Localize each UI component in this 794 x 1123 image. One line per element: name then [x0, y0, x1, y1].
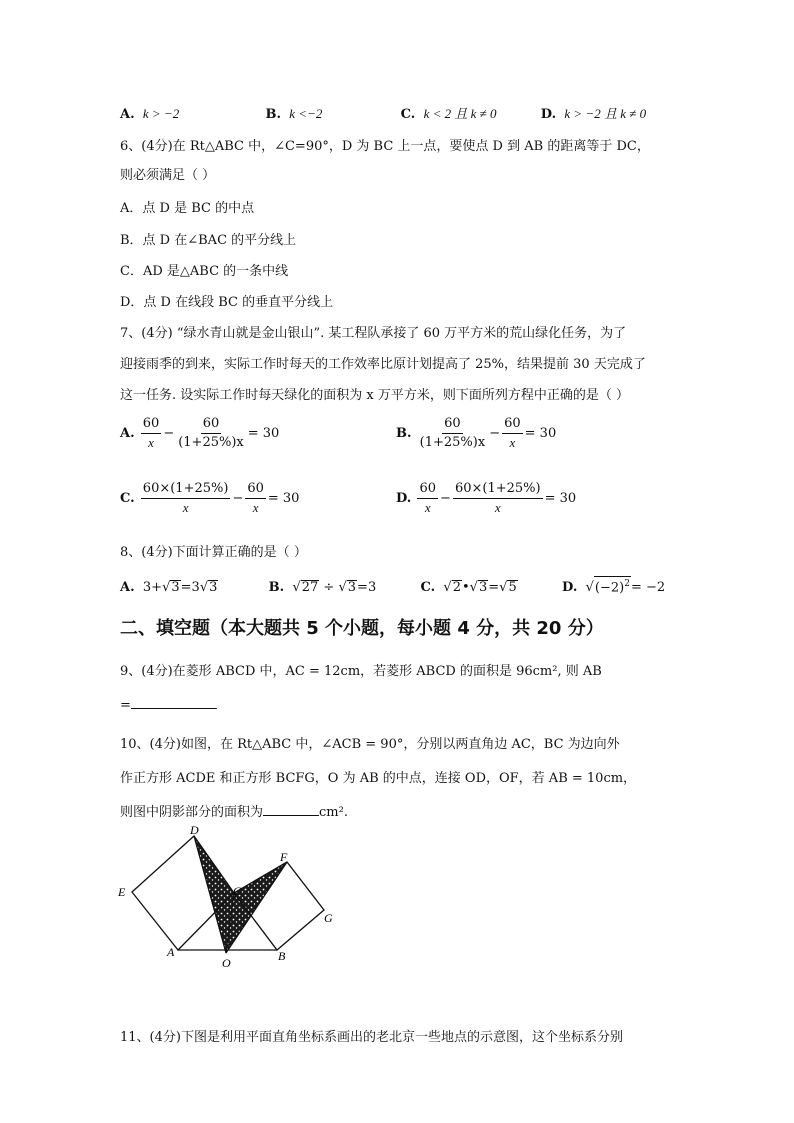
q7-option-b: B. $\frac{60}{(1+25\%)x}$ − $\frac{60}{x}$ = 30: [396, 416, 557, 450]
q9-answer-blank[interactable]: [131, 696, 217, 709]
q6-option-a: A．点 D 是 BC 的中点: [120, 201, 255, 216]
section-2-title: 二、填空题（本大题共 5 个小题，每小题 4 分，共 20 分）: [120, 618, 604, 639]
label-f: F: [280, 850, 288, 864]
q8-option-c: C. √2•√3=√5: [420, 580, 517, 596]
label-d: D: [190, 823, 199, 837]
q5-option-d: D. k > −2 且 k ≠ 0: [540, 106, 647, 122]
label-a: A: [167, 945, 175, 959]
q10-answer-blank[interactable]: [263, 803, 319, 816]
label-e: E: [118, 885, 126, 899]
label-g: G: [324, 911, 333, 925]
q7-option-d: D. $\frac{60}{x}$ − $\frac{60\times(1+25\%)}{x}$ = 30: [396, 481, 577, 515]
label-o: O: [222, 956, 231, 970]
q5-option-b: B. k <−2: [265, 106, 323, 122]
q7-option-c: C. $\frac{60\times(1+25\%)}{x}$ − $\frac{60}{x}$ = 30: [120, 481, 300, 515]
q7-stem-line2: 迎接雨季的到来，实际工作时每天的工作效率比原计划提高了 25%，结果提前 30 天完成了: [120, 357, 646, 372]
q8-options: [120, 576, 665, 595]
q11-stem-line1: 11、(4分)下图是利用平面直角坐标系画出的老北京一些地点的示意图，这个坐标系分别: [120, 1030, 623, 1045]
q7-stem-line3: 这一任务. 设实际工作时每天绿化的面积为 x 万平方米，则下面所列方程中正确的是（ ）: [120, 388, 629, 403]
q6-option-b: B．点 D 在∠BAC 的平分线上: [120, 233, 297, 248]
q8-stem: 8、(4分)下面计算正确的是（ ）: [120, 545, 307, 560]
q6-stem-line1: 6、(4分)在 Rt△ABC 中，∠C=90°，D 为 BC 上一点，要使点 D 到 AB 的距离等于 DC，: [120, 139, 650, 154]
q6-option-d: D．点 D 在线段 BC 的垂直平分线上: [120, 295, 334, 310]
q10-geometry-figure: [112, 822, 342, 972]
q5-option-c: C. k < 2 且 k ≠ 0: [400, 106, 497, 122]
q8-option-d: D. $√(-2)^2= -2$: [562, 580, 665, 595]
q10-stem-line2: 作正方形 ACDE 和正方形 BCFG，O 为 AB 的中点，连接 OD，OF，若 AB = 10cm，: [120, 771, 637, 786]
q10-stem-line3: 则图中阴影部分的面积为 cm².: [120, 805, 348, 820]
label-b: B: [278, 949, 286, 963]
q9-stem-line2: =: [120, 696, 217, 713]
q8-option-b: B. √27 ÷ √3=3: [268, 580, 377, 596]
q10-stem-line1: 10、(4分)如图，在 Rt△ABC 中，∠ACB = 90°，分别以两直角边 AC，BC 为边向外: [120, 737, 620, 752]
q7-stem-line1: 7、(4分) “绿水青山就是金山银山”. 某工程队承接了 60 万平方米的荒山绿化任务，为了: [120, 326, 627, 341]
q6-option-c: C．AD 是△ABC 的一条中线: [120, 264, 289, 279]
label-c: C: [233, 884, 242, 898]
q5-option-a: A. k > −2: [120, 106, 180, 122]
q9-stem-line1: 9、(4分)在菱形 ABCD 中，AC = 12cm，若菱形 ABCD 的面积是 96cm², 则 AB: [120, 664, 602, 679]
q7-option-a: A. $\frac{60}{x}$ − $\frac{60}{(1+25\%)x}$ = 30: [120, 416, 280, 450]
q5-options: [120, 103, 646, 122]
q8-option-a: A. 3+√3=3√3: [120, 580, 218, 596]
q6-stem-line2: 则必须满足（ ）: [120, 168, 216, 183]
